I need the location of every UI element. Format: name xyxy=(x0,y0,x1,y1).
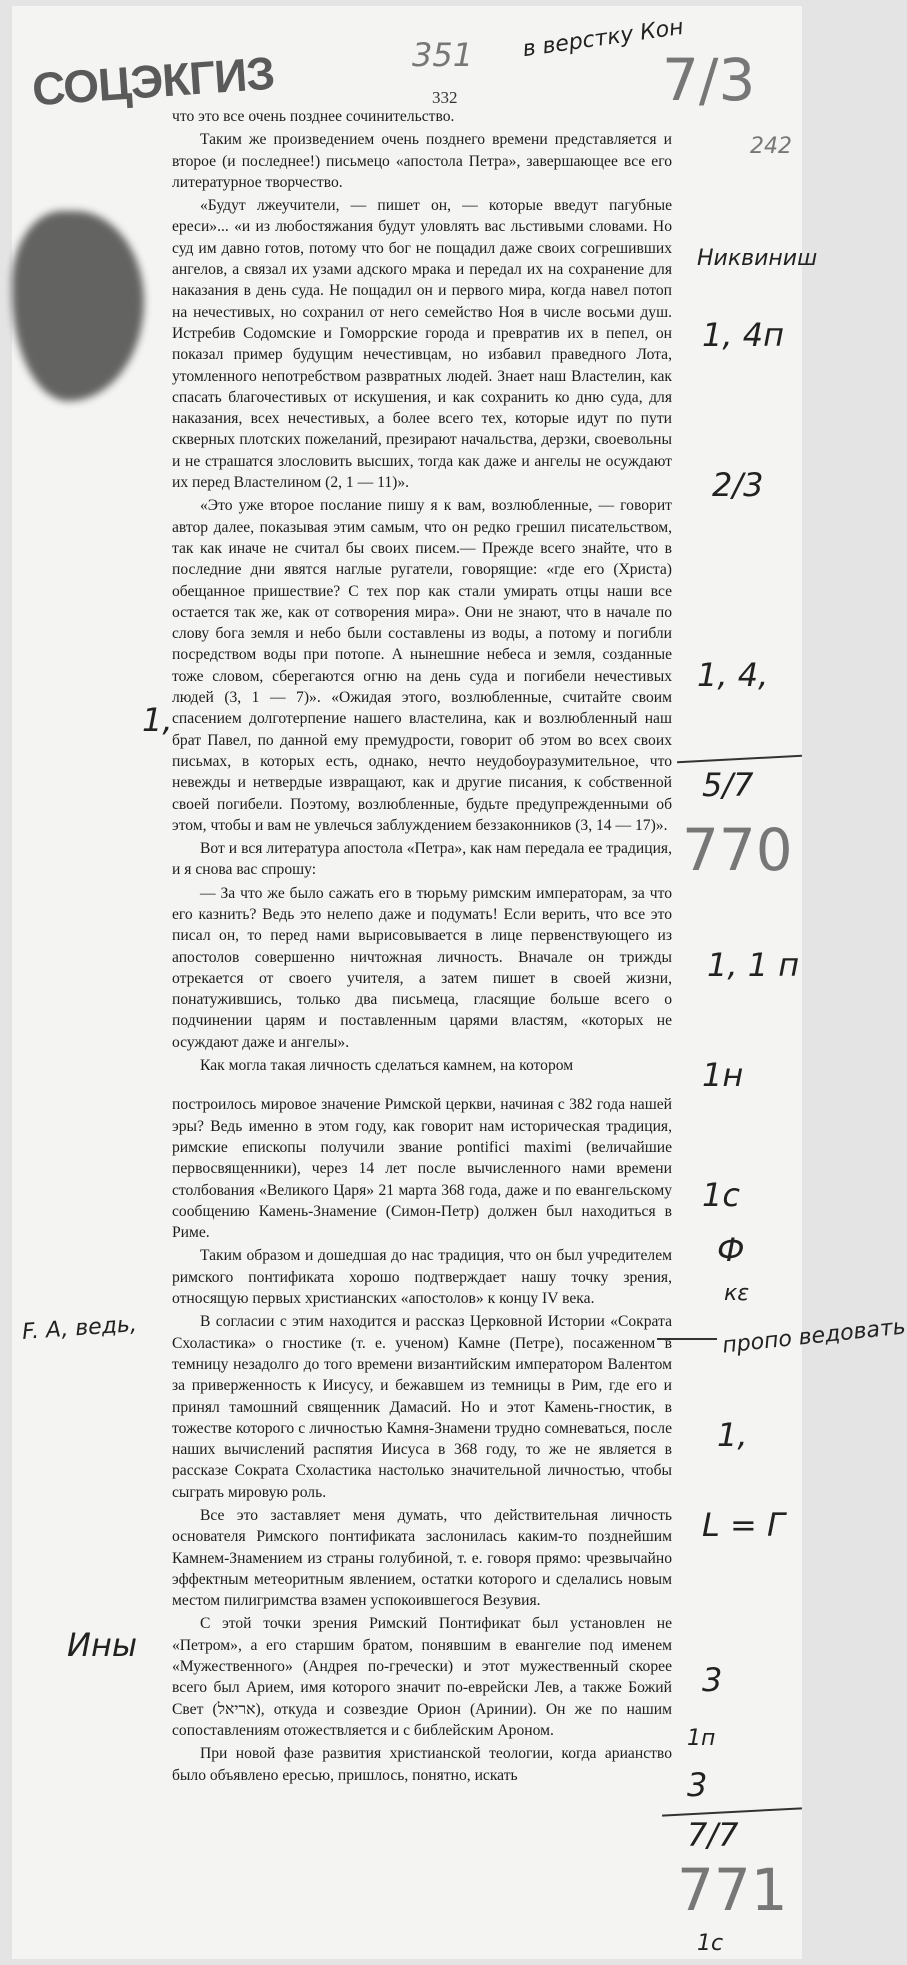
publisher-stamp: СОЦЭКГИЗ xyxy=(30,46,276,116)
annotation-fraction-top: 7/3 xyxy=(662,46,756,114)
annotation-mark-2: 2/3 xyxy=(712,466,764,504)
annotation-mark-1: 1, 4п xyxy=(702,316,784,354)
paragraph: Все это заставляет меня думать, что действительная личность основателя Римского понтификата заслонилась каким-то позднейшим Камнем-Знамением из страны голубиной, т. е. говоря прямо: чрезвычайно эффектным метеоритным явлением, остатки которого и сделались новым местом пилигримства взамен успокоившегося Везувия. xyxy=(172,1507,672,1610)
paragraph: «Будут лжеучители, — пишет он, — которые введут пагубные ереси»... «и из любостяжания будут уловлять вас льстивыми словами. Но суд им давно готов, потому что бог не пощадил даже своих согрешивших ангелов, а связал их узами адского мрака и передал их на сохранение для наказания в день суда. Не пощадил он и первого мира, когда навел потоп на нечестивых, но сохранил от него семейство Ноя в числе восьми душ. Истребив Содомские и Гоморрские города и превратив их в пепел, он показал пример будущим нечестивцам, но избавил праведного Лота, утомленного непотребством развратных людей. Знает наш Властелин, как спасать благочестивых от искушения, и как сохранить ко дню суда, для наказания, всех нечестивых, а более всего тех, которые идут по пути скверных плотских пожеланий, презирают начальства, дерзки, своевольны и не страшатся злословить высших, тогда как даже и ангелы не осуждают их перед Властелином (2, 1 — 11)». xyxy=(172,197,672,492)
annotation-number-top: 242 xyxy=(750,134,792,159)
paragraph: Таким же произведением очень позднего времени представляется и второе (и последнее!) письмецо «апостола Петра», завершающее все его литературное творчество. xyxy=(172,131,672,191)
paragraph: С этой точки зрения Римский Понтификат был установлен не «Петром», а его старшим братом, понявшим в евангелие под именем «Мужественного» (Андрея по-гречески) и этот мужественный скорее всего был Арием, имя которого значит по-еврейски Лев, а также Божий Свет (אריאל), откуда и созвездие Орион (Аринии). Он же по нашим сопоставлениям отожествляется и с библейским Ароном. xyxy=(172,1615,672,1739)
annotation-correction-2: пропо ведовать xyxy=(721,1314,907,1359)
annotation-left-note: F. A, ведь, xyxy=(21,1312,138,1345)
annotation-mark-3: 1, 4, xyxy=(697,656,769,694)
annotation-mark-12: 1п xyxy=(687,1726,716,1751)
annotation-correction-1: Никвиниш xyxy=(697,246,818,271)
annotation-number-770: 770 xyxy=(682,816,793,884)
annotation-mark-11: 3 xyxy=(702,1661,723,1699)
paragraph: Таким образом и дошедшая до нас традиция, что он был учредителем римского понтификата хорошо подтверждает нашу точку зрения, относящую первых христианских «апостолов» к концу IV века. xyxy=(172,1247,672,1308)
annotation-rule-1 xyxy=(677,755,802,764)
annotation-mark-10: L = Г xyxy=(702,1506,785,1544)
annotation-page-ref: 351 xyxy=(412,36,474,74)
annotation-fraction-mid: 5/7 xyxy=(702,766,754,804)
annotation-left-mark-1: 1, xyxy=(142,701,173,739)
annotation-mark-4: 1, 1 п xyxy=(707,946,800,984)
ink-blot xyxy=(12,211,144,401)
paragraph: — За что же было сажать его в тюрьму римским императорам, за что его казнить? Ведь это нелепо даже и подумать! Если верить, что все это писал он, то перед нами вырисовывается в лице первенствующего из апостолов совершенно ничтожная личность. Вначале он трижды отрекается от своего учителя, а затем пишет в своей жизни, понатужившись, только два письмеца, гласящие больше всего о подчинении царям и поставленным царями властям, «которых не осуждают даже и ангелы». xyxy=(172,884,672,1051)
annotation-mark-8: кε xyxy=(724,1281,750,1306)
paragraph: При новой фазе развития христианской теологии, когда арианство было объявлено ересью, пришлось, понятно, искать xyxy=(172,1745,672,1784)
annotation-mark-14: 1с xyxy=(697,1931,724,1956)
annotation-mark-13: 3 xyxy=(687,1766,708,1804)
paragraph: что это все очень позднее сочинительство. xyxy=(172,108,455,125)
paragraph: В согласии с этим находится и рассказ Церковной Истории «Сократа Схоластика» о гностике (т. е. ученом) Камне (Петре), посаженном в темницу незадолго до того времени византийским императором Валентом за приверженность к Иисусу, и бежавшем из темницы в Рим, где его и принял тамошний священник Дамасий. Но и этот Камень-гностик, в тожестве которого с личностью Камня-Знамени трудно сомневаться, после наших вычислений распятия Иисуса в 368 году, то же не является в рассказе Сократа Схоластика настолько значительной личностью, чтобы сыграть мировую роль. xyxy=(172,1313,672,1501)
paragraph: Как могла такая личность сделаться камнем, на котором xyxy=(200,1057,574,1075)
annotation-mark-7: Ф xyxy=(717,1231,745,1269)
paragraph: Вот и вся литература апостола «Петра», как нам передала ее традиция, и я снова вас спрошу: xyxy=(172,840,672,879)
annotation-left-mark-2: Ины xyxy=(67,1626,138,1664)
annotation-fraction-bottom: 7/7 xyxy=(687,1816,739,1854)
annotation-mark-5: 1н xyxy=(702,1056,744,1094)
paragraph: построилось мировое значение Римской церкви, начиная с 382 года нашей эры? Ведь именно в этом году, как говорит нам историческая традиция, римские епископы получили звание pontifici maximi (величайшие первосвященники), через 14 лет после вычисленного нами времени столбования «Великого Царя» 21 марта 368 года, даже и по евангельскому сообщению Камень-Знамение (Симон-Петр) должен был находиться в Риме. xyxy=(172,1096,672,1242)
annotation-mark-6: 1с xyxy=(702,1176,740,1214)
annotation-typeset-note: в верстку Кон xyxy=(521,14,686,63)
annotation-mark-9: 1, xyxy=(717,1416,748,1454)
paragraph: «Это уже второе послание пишу я к вам, возлюбленные, — говорит автор далее, показывая этим самым, что он редко грешил писательством, так как иначе не считал бы своих писем.— Прежде всего знайте, что в последние дни явятся наглые ругатели, говорящие: «где его (Христа) обещанное пришествие? С тех пор как стали умирать отцы наши все остается так же, как от сотворения мира». Они не знают, что в начале по слову бога земля и небо были составлены из воды, а потому и погибли посредством воды при потопе. А нынешние небеса и земля, созданные тоже словом, сберегаются огню на день суда и погибели нечестивых людей (3, 1 — 7)». «Ожидая этого, возлюбленные, считайте своим спасением долготерпение нашего властелина, как и возлюбленный наш брат Павел, по данной ему премудрости, говорит об этом во всех своих письмах, в которых есть, однако, нечто неудобоуразумительное, что невежды и нетвердые извращают, как и другие писания, к собственной своей погибели. Поэтому, возлюбленные, будьте предупрежденными об этом, чтобы и вам не увлечься заблуждением беззаконников (3, 14 — 17)». xyxy=(172,497,672,834)
annotation-number-771: 771 xyxy=(677,1856,788,1924)
document-page xyxy=(12,6,907,1959)
page-number: 332 xyxy=(432,88,458,107)
text-column xyxy=(172,106,672,1788)
